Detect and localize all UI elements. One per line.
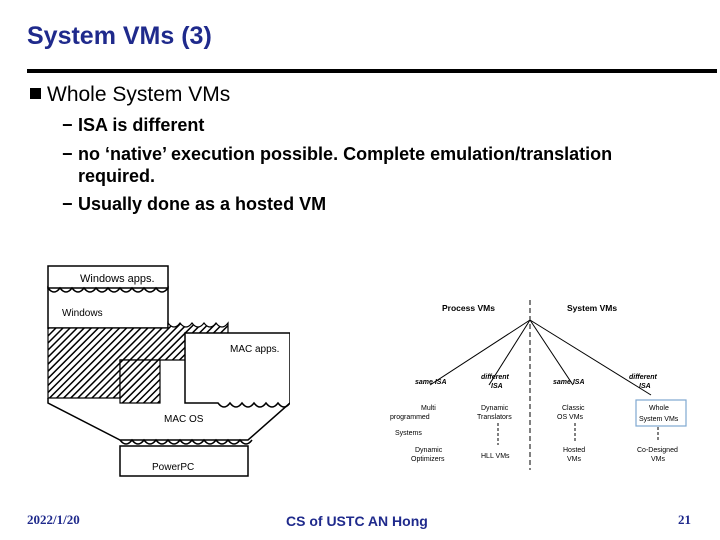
layer-diagram — [40, 258, 290, 498]
same-isa-label: same ISA — [553, 379, 585, 386]
powerpc-label: PowerPC — [152, 462, 195, 473]
square-bullet-icon — [30, 88, 41, 99]
page-title: System VMs (3) — [27, 22, 212, 50]
system-vms-label: System VMs — [567, 303, 618, 313]
subpoint-text: ISA is different — [78, 115, 205, 135]
subpoint-2 — [62, 143, 612, 187]
dash-marker: − — [62, 194, 73, 214]
hosted-vms-label-2: VMs — [567, 456, 581, 463]
multi-label-3: Systems — [395, 430, 422, 437]
dash-marker: − — [62, 144, 73, 164]
page-number: 21 — [678, 512, 691, 527]
dash-marker: − — [62, 115, 73, 135]
windows-apps-label: Windows apps. — [80, 273, 155, 285]
different-isa-label: different — [481, 374, 509, 381]
hosted-vms-label: Hosted — [563, 447, 586, 454]
multi-label-2: programmed — [390, 414, 430, 421]
multi-label: Multi — [421, 405, 436, 412]
whole-system-label-2: System VMs — [639, 416, 679, 423]
dynamic-translators-label-2: Translators — [477, 414, 512, 421]
subpoint-3 — [62, 193, 326, 215]
subpoint-text: no ‘native’ execution possible. Complete emulation/translation — [78, 144, 613, 164]
subpoint-text: Usually done as a hosted VM — [78, 194, 327, 214]
footer-date: 2022/1/20 — [27, 512, 80, 527]
main-bullet — [30, 83, 230, 107]
co-designed-label: Co-Designed — [637, 447, 678, 454]
process-vms-label: Process VMs — [442, 303, 495, 313]
mac-apps-label: MAC apps. — [230, 344, 280, 355]
classic-os-label-2: OS VMs — [557, 414, 584, 421]
subpoint-text-continued: required. — [78, 166, 156, 186]
windows-label: Windows — [62, 308, 103, 319]
footer-title: CS of USTC AN Hong — [286, 513, 428, 529]
dynamic-optimizers-label-2: Optimizers — [411, 456, 445, 463]
title-divider — [27, 69, 717, 73]
mac-os-label: MAC OS — [164, 414, 204, 425]
different-isa-label: different — [629, 374, 657, 381]
main-bullet-text: Whole System VMs — [47, 83, 231, 106]
dynamic-translators-label: Dynamic — [481, 405, 509, 412]
subpoint-1 — [62, 114, 204, 136]
dynamic-optimizers-label: Dynamic — [415, 447, 443, 454]
co-designed-label-2: VMs — [651, 456, 665, 463]
vm-taxonomy-tree — [385, 295, 695, 475]
different-isa-label-2: ISA — [639, 383, 651, 390]
classic-os-label: Classic — [562, 405, 585, 412]
emulation-hatch-lower — [120, 360, 160, 403]
whole-system-label: Whole — [649, 405, 669, 412]
same-isa-label: same ISA — [415, 379, 447, 386]
hll-vms-label: HLL VMs — [481, 453, 510, 460]
different-isa-label-2: ISA — [491, 383, 503, 390]
